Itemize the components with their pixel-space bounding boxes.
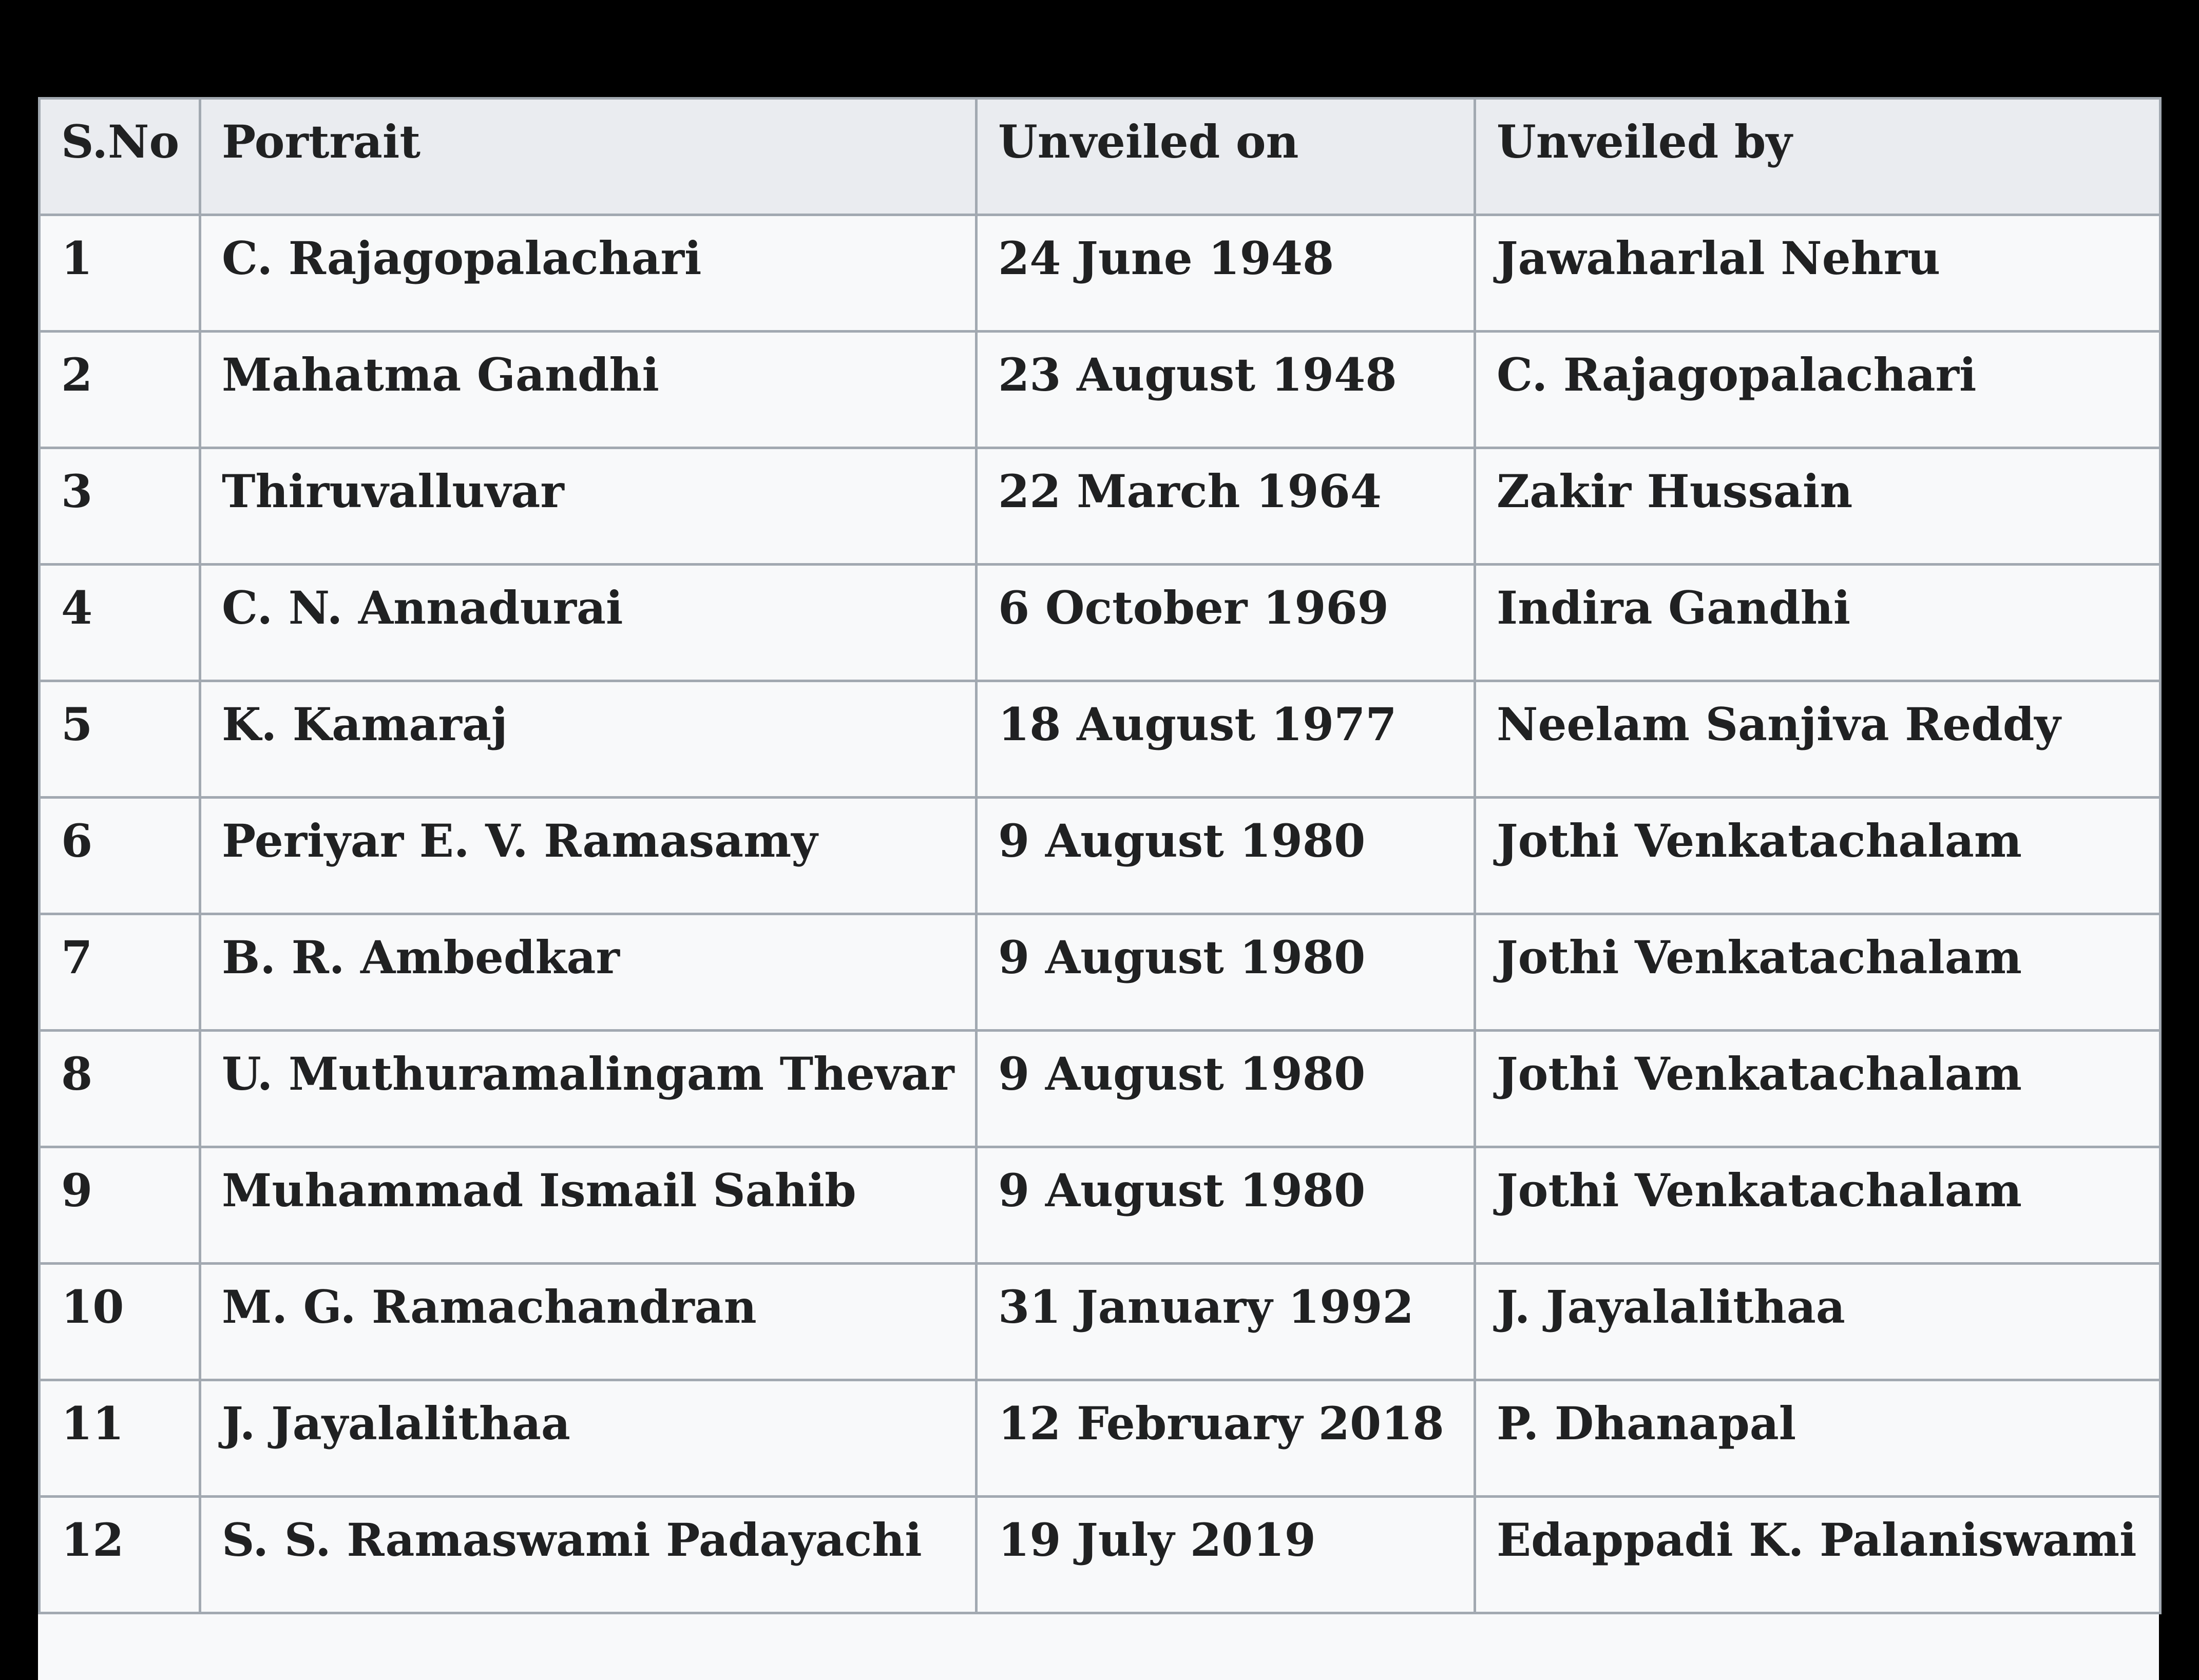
cell-portrait: Muhammad Ismail Sahib (200, 1147, 977, 1264)
cell-portrait: U. Muthuramalingam Thevar (200, 1031, 977, 1147)
cell-portrait: C. Rajagopalachari (200, 215, 977, 332)
table-row (40, 565, 2160, 681)
cell-unveiled-on: 22 March 1964 (977, 448, 1475, 565)
cell-unveiled-by: P. Dhanapal (1475, 1380, 2160, 1497)
cell-sno: 7 (40, 914, 200, 1031)
table-row (40, 914, 2160, 1031)
column-header-sno: S.No (40, 99, 200, 215)
cell-unveiled-on: 9 August 1980 (977, 914, 1475, 1031)
cell-unveiled-by: Jawaharlal Nehru (1475, 215, 2160, 332)
cell-unveiled-on: 23 August 1948 (977, 332, 1475, 448)
table-header-row (40, 99, 2160, 215)
table-row (40, 1147, 2160, 1264)
cell-portrait: K. Kamaraj (200, 681, 977, 798)
cell-portrait: Mahatma Gandhi (200, 332, 977, 448)
cell-portrait: Periyar E. V. Ramasamy (200, 798, 977, 914)
table-row (40, 1031, 2160, 1147)
cell-portrait: C. N. Annadurai (200, 565, 977, 681)
cell-portrait: S. S. Ramaswami Padayachi (200, 1497, 977, 1613)
column-header-unveiled-by: Unveiled by (1475, 99, 2160, 215)
table-row (40, 1264, 2160, 1380)
cell-portrait: Thiruvalluvar (200, 448, 977, 565)
portraits-table-container (38, 97, 2159, 1680)
cell-unveiled-by: Jothi Venkatachalam (1475, 914, 2160, 1031)
cell-unveiled-by: Jothi Venkatachalam (1475, 1147, 2160, 1264)
cell-unveiled-by: Jothi Venkatachalam (1475, 1031, 2160, 1147)
cell-sno: 6 (40, 798, 200, 914)
cell-portrait: B. R. Ambedkar (200, 914, 977, 1031)
cell-sno: 8 (40, 1031, 200, 1147)
cell-sno: 10 (40, 1264, 200, 1380)
cell-sno: 5 (40, 681, 200, 798)
cell-sno: 2 (40, 332, 200, 448)
cell-sno: 11 (40, 1380, 200, 1497)
cell-unveiled-by: Neelam Sanjiva Reddy (1475, 681, 2160, 798)
column-header-unveiled-on: Unveiled on (977, 99, 1475, 215)
cell-unveiled-on: 24 June 1948 (977, 215, 1475, 332)
cell-unveiled-by: Zakir Hussain (1475, 448, 2160, 565)
cell-unveiled-on: 31 January 1992 (977, 1264, 1475, 1380)
cell-unveiled-by: Edappadi K. Palaniswami (1475, 1497, 2160, 1613)
cell-unveiled-on: 19 July 2019 (977, 1497, 1475, 1613)
cell-sno: 1 (40, 215, 200, 332)
cell-unveiled-on: 6 October 1969 (977, 565, 1475, 681)
cell-portrait: J. Jayalalithaa (200, 1380, 977, 1497)
cell-unveiled-on: 9 August 1980 (977, 798, 1475, 914)
table-row (40, 798, 2160, 914)
table-row (40, 1497, 2160, 1613)
cell-sno: 9 (40, 1147, 200, 1264)
cell-unveiled-by: C. Rajagopalachari (1475, 332, 2160, 448)
cell-unveiled-on: 18 August 1977 (977, 681, 1475, 798)
cell-sno: 12 (40, 1497, 200, 1613)
cell-sno: 3 (40, 448, 200, 565)
table-row (40, 681, 2160, 798)
cell-unveiled-by: Jothi Venkatachalam (1475, 798, 2160, 914)
portraits-table (38, 97, 2162, 1614)
cell-unveiled-on: 9 August 1980 (977, 1031, 1475, 1147)
table-row (40, 332, 2160, 448)
cell-unveiled-by: J. Jayalalithaa (1475, 1264, 2160, 1380)
cell-unveiled-by: Indira Gandhi (1475, 565, 2160, 681)
cell-unveiled-on: 9 August 1980 (977, 1147, 1475, 1264)
cell-portrait: M. G. Ramachandran (200, 1264, 977, 1380)
cell-unveiled-on: 12 February 2018 (977, 1380, 1475, 1497)
table-row (40, 448, 2160, 565)
table-row (40, 215, 2160, 332)
column-header-portrait: Portrait (200, 99, 977, 215)
table-row (40, 1380, 2160, 1497)
cell-sno: 4 (40, 565, 200, 681)
